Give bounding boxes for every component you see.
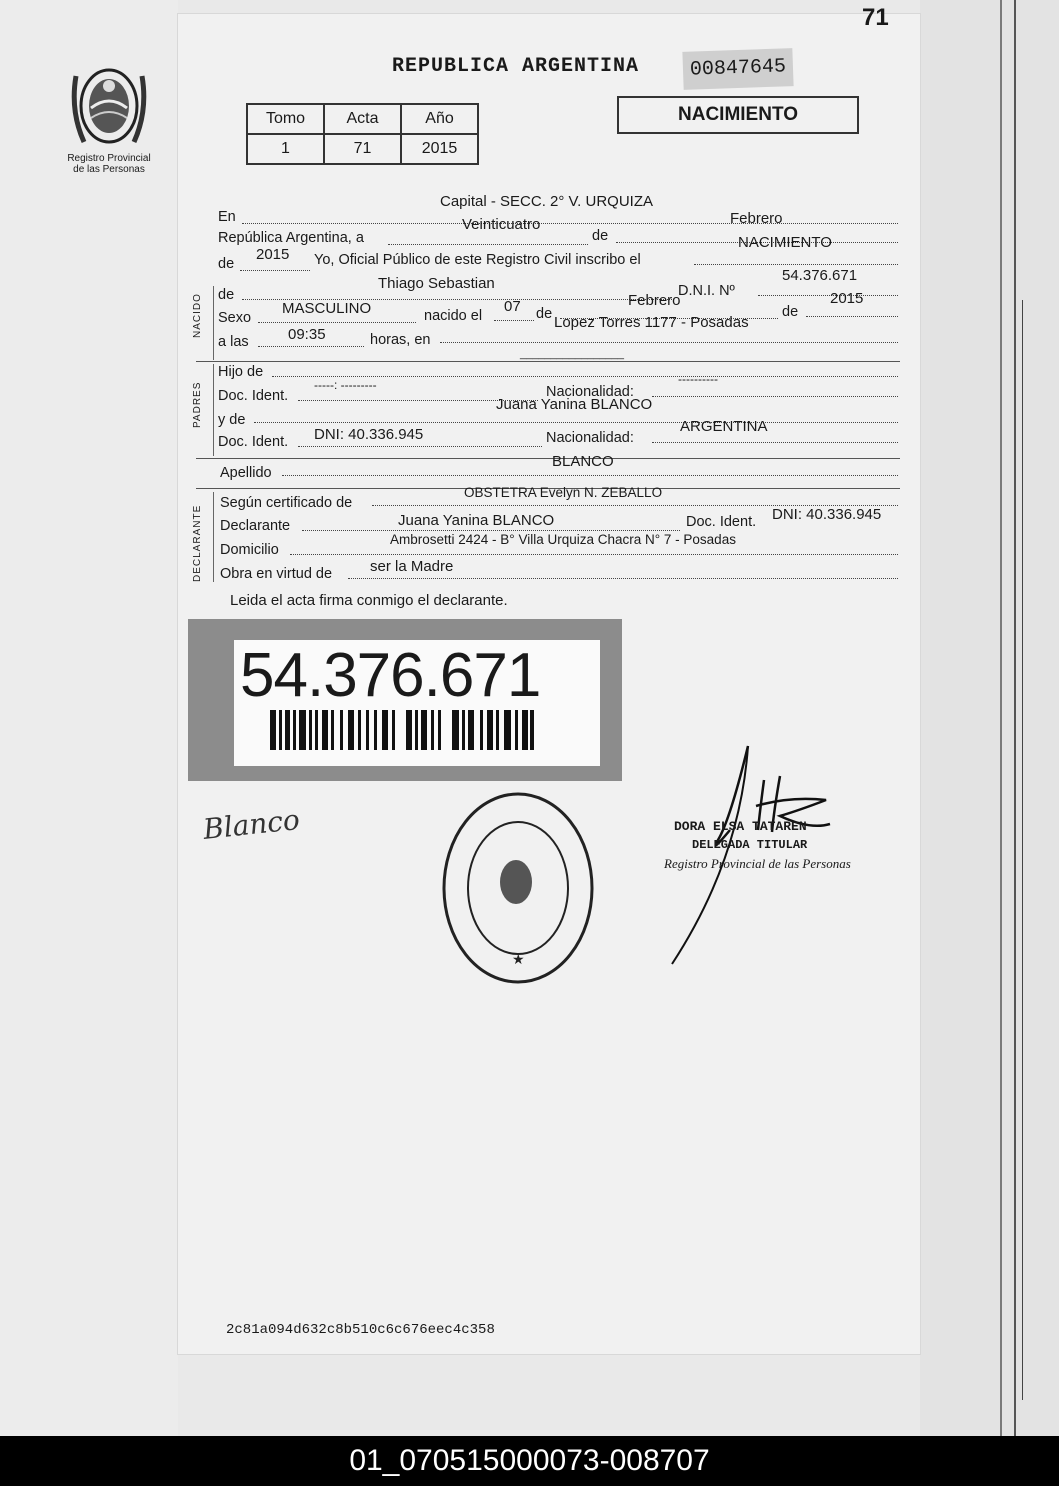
table-cell-tomo: 1: [247, 134, 324, 164]
table-header-anio: Año: [401, 104, 478, 134]
registry-stamp-icon: [438, 788, 598, 988]
docident1-label: Doc. Ident.: [218, 388, 289, 404]
nacido-anio: 2015: [830, 290, 864, 307]
binder-edge-line: [1000, 0, 1002, 1436]
section-side-line: [213, 492, 214, 582]
domicilio-value: Ambrosetti 2424 - B° Villa Urquiza Chacra N° 7 - Posadas: [390, 532, 736, 547]
de5-label: de: [782, 304, 799, 320]
alas-label: a las: [218, 334, 249, 350]
docident3-label: Doc. Ident.: [686, 514, 757, 530]
signatory-org: Registro Provincial de las Personas: [664, 856, 851, 871]
document-title: REPUBLICA ARGENTINA: [392, 55, 640, 78]
domicilio-label: Domicilio: [220, 542, 279, 558]
form-row-obra: [218, 558, 900, 590]
svg-text:★: ★: [512, 952, 525, 968]
sexo-label: Sexo: [218, 310, 252, 326]
nacido-mes: Febrero: [628, 292, 681, 309]
docident3-value: DNI: 40.336.945: [772, 506, 882, 523]
handwritten-note: Blanco: [201, 803, 302, 846]
inscribe-value: NACIMIENTO: [738, 234, 832, 251]
nacido-label: nacido el: [424, 308, 483, 324]
barcode-bars-icon: [270, 710, 534, 750]
signatory-title: DELEGADA TITULAR: [692, 838, 808, 852]
section-side-line: [213, 364, 214, 456]
de4-label: de: [536, 306, 553, 322]
serial-number: 00847645: [682, 48, 793, 90]
mes-value: Febrero: [730, 210, 783, 227]
nacido-dia: 07: [504, 298, 521, 315]
de-label: de: [592, 228, 609, 244]
form-row-domicilio: [218, 532, 900, 566]
binder-edge-line: [1014, 0, 1016, 1436]
scan-right-margin: [920, 0, 1059, 1436]
side-label-declarante: DECLARANTE: [192, 504, 203, 582]
section-side-line: [213, 286, 214, 360]
lugar-value: Lopez Torres 1177 - Posadas: [554, 314, 749, 331]
hijo-label: Hijo de: [218, 364, 264, 380]
nacionalidad2-value: ARGENTINA: [680, 418, 768, 435]
apellido-label: Apellido: [220, 465, 272, 481]
signatory-name: DORA ELSA TATAREN: [674, 819, 807, 834]
hijo-value: _________________: [520, 348, 625, 360]
nombre-value: Thiago Sebastian: [378, 275, 495, 292]
en-value: Capital - SECC. 2° V. URQUIZA: [440, 193, 654, 210]
horas-label: horas, en: [370, 332, 431, 348]
dni-value: 54.376.671: [782, 267, 858, 284]
scan-footer-id: 01_070515000073-008707: [0, 1436, 1059, 1486]
barcode-number: 54.376.671: [240, 641, 541, 710]
signature-icon: [660, 740, 860, 970]
registry-label: Registro Provincial de las Personas: [67, 153, 151, 175]
province-crest-icon: [66, 56, 152, 152]
nacionalidad1-value: ----------: [678, 372, 718, 386]
docident2-value: DNI: 40.336.945: [314, 426, 424, 443]
nacionalidad1-label: Nacionalidad:: [546, 384, 634, 400]
document-hash: 2c81a094d632c8b510c6c676eec4c358: [226, 1322, 495, 1338]
republica-label: República Argentina, a: [218, 230, 364, 246]
yde-label: y de: [218, 412, 246, 428]
table-cell-anio: 2015: [401, 134, 478, 164]
docident2-label: Doc. Ident.: [218, 434, 289, 450]
de2-label: de: [218, 256, 235, 272]
table-cell-acta: 71: [324, 134, 401, 164]
declarante-value: Juana Yanina BLANCO: [398, 512, 555, 529]
record-table: [246, 103, 479, 165]
obra-label: Obra en virtud de: [220, 566, 333, 582]
apellido-value: BLANCO: [552, 453, 614, 470]
page-number: 71: [862, 4, 889, 31]
docident1-value: -----: ---------: [314, 378, 377, 392]
madre-value: Juana Yanina BLANCO: [496, 396, 653, 413]
hora-value: 09:35: [288, 326, 326, 343]
table-header-acta: Acta: [324, 104, 401, 134]
de3-label: de: [218, 287, 235, 303]
section-divider: [196, 458, 900, 459]
sexo-value: MASCULINO: [282, 300, 372, 317]
binder-edge-line: [1022, 300, 1023, 1400]
declarante-label: Declarante: [220, 518, 291, 534]
en-label: En: [218, 209, 236, 225]
side-label-nacido: NACIDO: [192, 293, 203, 338]
dni-label: D.N.I. Nº: [678, 283, 735, 299]
form-row-en: [218, 193, 900, 229]
certificado-value: OBSTETRA Evelyn N. ZEBALLO: [464, 485, 663, 500]
anio-value: 2015: [256, 246, 290, 263]
section-divider: [196, 361, 900, 362]
nacionalidad2-label: Nacionalidad:: [546, 430, 634, 446]
scan-left-margin: [0, 0, 178, 1436]
table-header-tomo: Tomo: [247, 104, 324, 134]
side-label-padres: PADRES: [192, 381, 203, 428]
certificado-label: Según certificado de: [220, 495, 353, 511]
closing-statement: Leida el acta firma conmigo el declarante.: [230, 592, 508, 609]
obra-value: ser la Madre: [370, 558, 454, 575]
oficial-text: Yo, Oficial Público de este Registro Civil inscribo el: [314, 252, 641, 268]
record-type-box: NACIMIENTO: [617, 96, 859, 134]
dia-value: Veinticuatro: [462, 216, 541, 233]
